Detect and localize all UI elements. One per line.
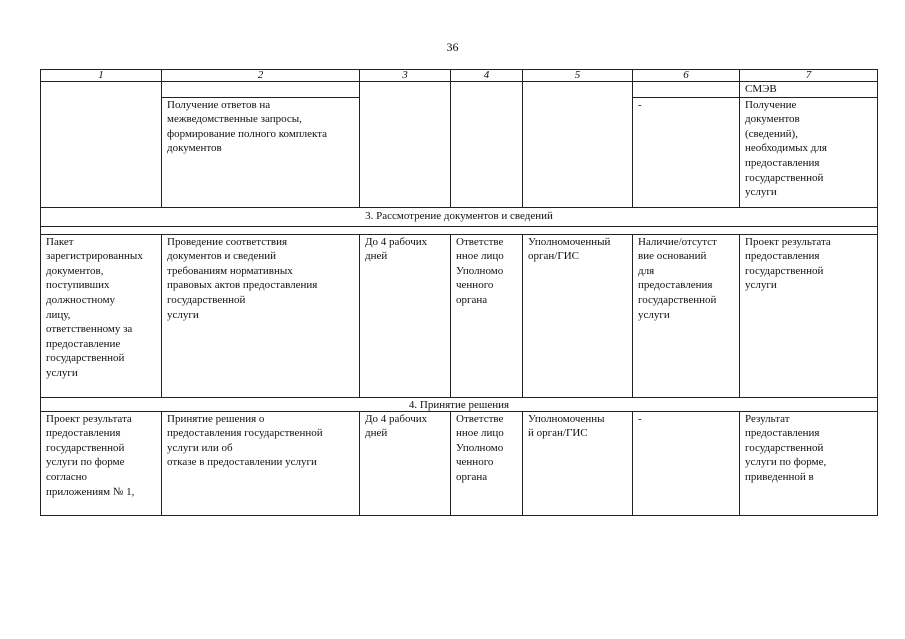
column-number: 3 [360,70,451,82]
section-heading: 3. Рассмотрение документов и сведений [41,207,878,226]
table-cell: Уполномоченны й орган/ГИС [523,411,633,515]
table-cell: Проект результата предоставления государственной услуги по форме согласно приложениям № 1, [41,411,162,515]
table-cell: Принятие решения о предоставления государственной услуги или об отказе в предоставлении услуги [162,411,360,515]
section-heading: 4. Принятие решения [41,397,878,411]
column-number-row [41,70,878,82]
table-cell [451,82,523,208]
table-cell: Получение ответов на межведомственные запросы, формирование полного комплекта документов [162,97,360,207]
table-row [41,411,878,515]
table-cell: Наличие/отсутст вие оснований для предоставления государственной услуги [633,234,740,397]
column-number: 6 [633,70,740,82]
table-cell [523,82,633,208]
column-number: 5 [523,70,633,82]
table-row [41,82,878,98]
table-cell: Проект результата предоставления государственной услуги [740,234,878,397]
table-cell [162,82,360,98]
table-cell [633,82,740,98]
table-cell: - [633,97,740,207]
table-cell: - [633,411,740,515]
spacer-row [41,226,878,234]
section-heading-row [41,397,878,411]
process-table [40,69,878,516]
table-cell: Пакет зарегистрированных документов, поступивших должностному лицу, ответственному за предоставление государственной услуги [41,234,162,397]
table-cell: Проведение соответствия документов и сведений требованиям нормативных правовых актов предоставления государственной услуги [162,234,360,397]
table-cell: До 4 рабочих дней [360,411,451,515]
table-cell: Уполномоченный орган/ГИС [523,234,633,397]
column-number: 1 [41,70,162,82]
table-cell: Ответстве нное лицо Уполномо ченного органа [451,411,523,515]
column-number: 4 [451,70,523,82]
column-number: 2 [162,70,360,82]
section-heading-row [41,207,878,226]
page-number: 36 [446,40,459,54]
table-cell [41,82,162,208]
table-cell: До 4 рабочих дней [360,234,451,397]
spacer-cell [41,226,878,234]
table-cell: Получение документов (сведений), необходимых для предоставления государственной услуги [740,97,878,207]
table-cell [360,82,451,208]
column-number: 7 [740,70,878,82]
table-row [41,234,878,397]
table-cell: Результат предоставления государственной услуги по форме, приведенной в [740,411,878,515]
smev-label: СМЭВ [740,82,878,98]
table-cell: Ответстве нное лицо Уполномо ченного органа [451,234,523,397]
